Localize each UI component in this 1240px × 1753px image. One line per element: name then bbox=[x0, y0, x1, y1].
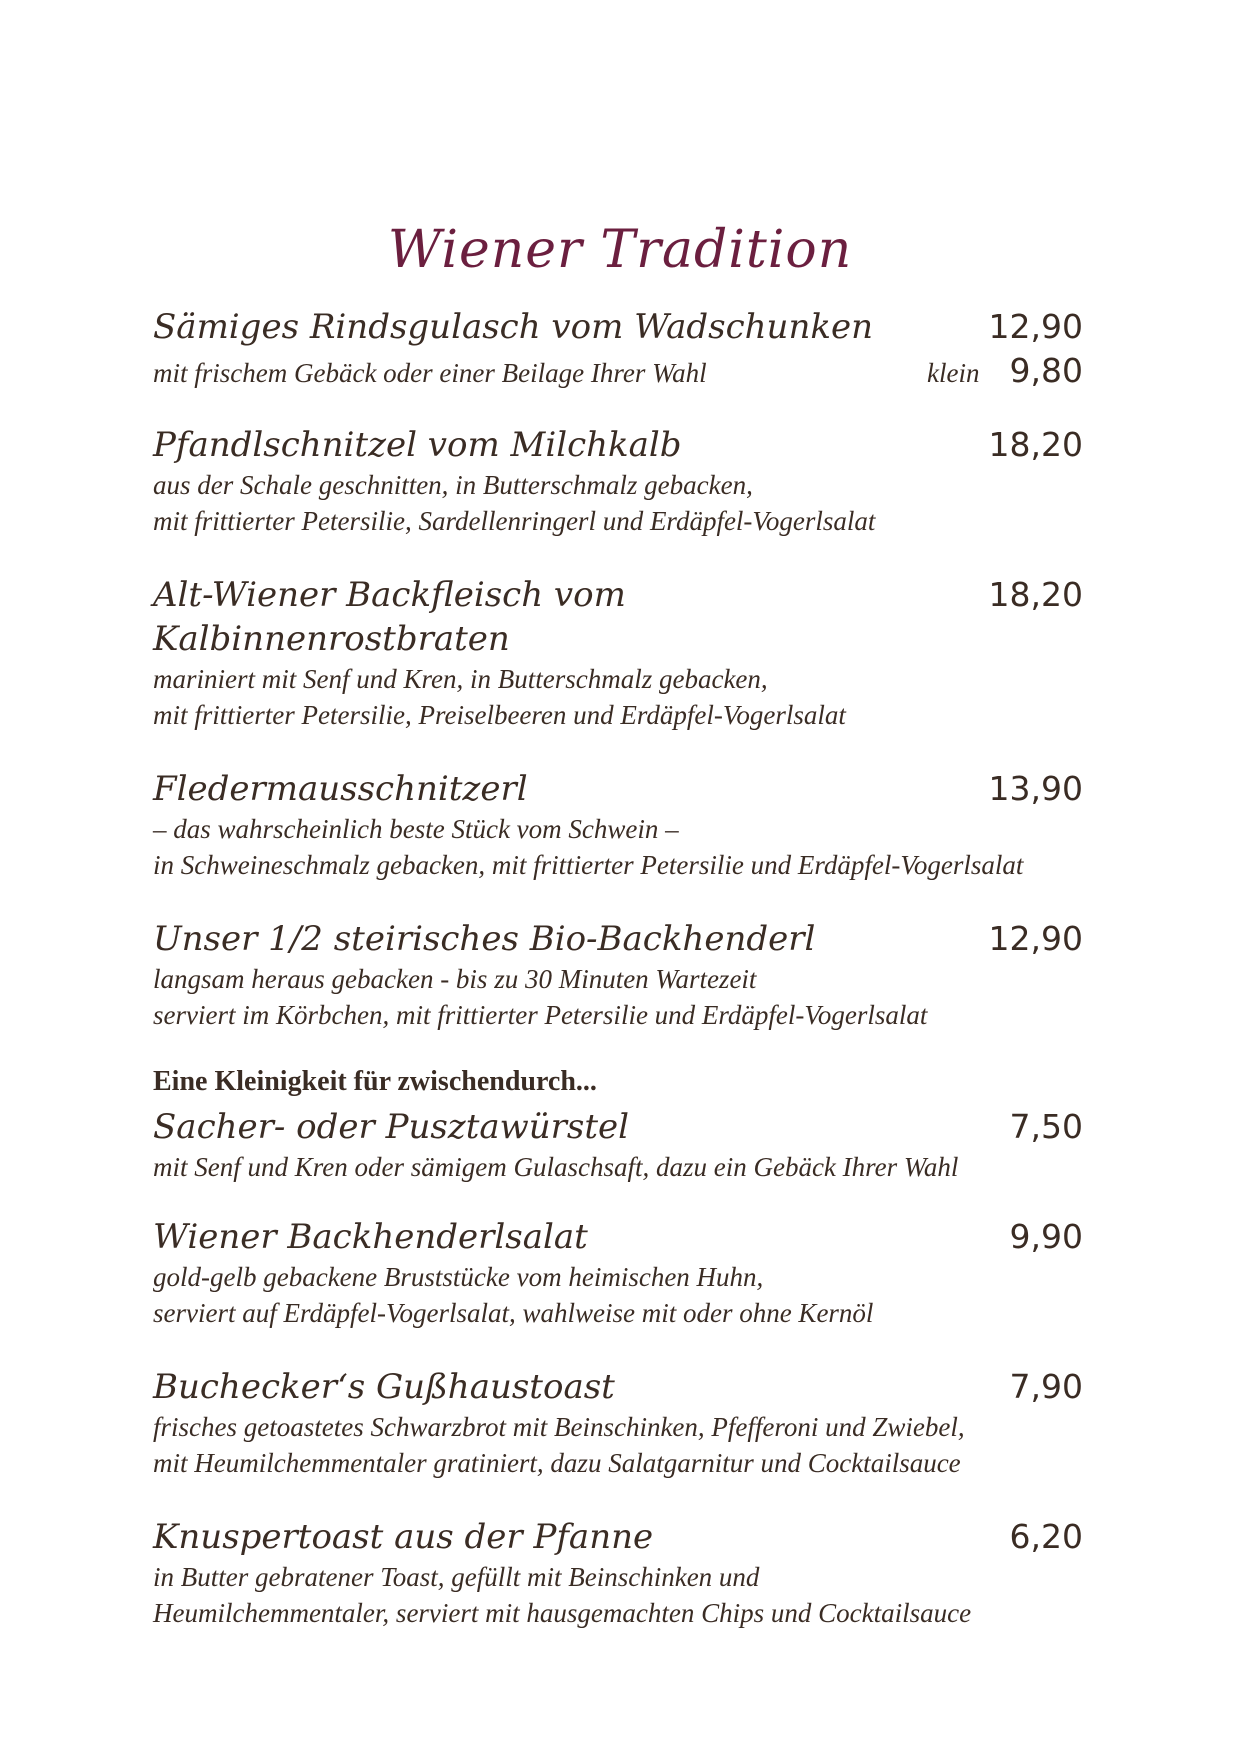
menu-item-header bbox=[153, 423, 1083, 467]
menu-item-name: Knuspertoast aus der Pfanne bbox=[153, 1517, 654, 1557]
menu-item-name: Sämiges Rindsgulasch vom Wadschunken bbox=[153, 307, 873, 347]
section-heading: Eine Kleinigkeit für zwischendurch... bbox=[153, 1066, 597, 1097]
menu-item bbox=[153, 1365, 1083, 1481]
menu-item-name: Sacher- oder Pusztawürstel bbox=[153, 1107, 630, 1147]
menu-item-description: mit Senf und Kren oder sämigem Gulaschsaft, dazu ein Gebäck Ihrer Wahl bbox=[153, 1152, 959, 1182]
menu-item bbox=[153, 305, 1083, 393]
small-portion-label: klein bbox=[927, 358, 980, 388]
menu-item-description: mit frischem Gebäck oder einer Beilage Ihrer Wahl bbox=[153, 358, 707, 388]
menu-item-header bbox=[153, 917, 1083, 961]
menu-item-name: Alt-Wiener Backfleisch vom Kalbinnenrostbraten bbox=[153, 575, 626, 659]
menu-item-description: mit Heumilchemmentaler gratiniert, dazu Salatgarnitur und Cocktailsauce bbox=[153, 1448, 961, 1478]
menu-item-price: 12,90 bbox=[988, 307, 1083, 346]
menu-item-description: gold-gelb gebackene Bruststücke vom heimischen Huhn, bbox=[153, 1262, 764, 1292]
menu-content bbox=[153, 305, 1083, 1665]
menu-item-header bbox=[153, 1105, 1083, 1149]
menu-item-price: 9,90 bbox=[1009, 1217, 1083, 1256]
menu-item bbox=[153, 767, 1083, 883]
small-portion bbox=[927, 349, 1083, 393]
menu-item-description: – das wahrscheinlich beste Stück vom Schwein – bbox=[153, 814, 679, 844]
menu-item-name: Pfandlschnitzel vom Milchkalb bbox=[153, 425, 682, 465]
menu-item-description: mit frittierter Petersilie, Sardellenringerl und Erdäpfel-Vogerlsalat bbox=[153, 506, 876, 536]
menu-item-description: mit frittierter Petersilie, Preiselbeeren und Erdäpfel-Vogerlsalat bbox=[153, 700, 846, 730]
menu-item bbox=[153, 917, 1083, 1033]
menu-item bbox=[153, 1215, 1083, 1331]
menu-item-description: frisches getoastetes Schwarzbrot mit Beinschinken, Pfefferoni und Zwiebel, bbox=[153, 1412, 965, 1442]
menu-item bbox=[153, 423, 1083, 539]
menu-item-name: Buchecker‘s Gußhaustoast bbox=[153, 1367, 615, 1407]
menu-item-description: in Schweineschmalz gebacken, mit frittierter Petersilie und Erdäpfel-Vogerlsalat bbox=[153, 850, 1024, 880]
menu-item bbox=[153, 573, 1083, 733]
menu-item-description: serviert im Körbchen, mit frittierter Petersilie und Erdäpfel-Vogerlsalat bbox=[153, 1000, 928, 1030]
menu-item-price: 18,20 bbox=[988, 575, 1083, 614]
menu-item-name: Unser 1/2 steirisches Bio-Backhenderl bbox=[153, 919, 816, 959]
menu-item-name: Fledermausschnitzerl bbox=[153, 769, 528, 809]
menu-item-description: langsam heraus gebacken - bis zu 30 Minuten Wartezeit bbox=[153, 964, 757, 994]
menu-item-price: 12,90 bbox=[988, 919, 1083, 958]
menu-item bbox=[153, 1105, 1083, 1185]
menu-item-description: aus der Schale geschnitten, in Butterschmalz gebacken, bbox=[153, 470, 753, 500]
menu-item-header bbox=[153, 1365, 1083, 1409]
menu-item-price: 18,20 bbox=[988, 425, 1083, 464]
menu-item-price: 13,90 bbox=[988, 769, 1083, 808]
menu-item-description: Heumilchemmentaler, serviert mit hausgemachten Chips und Cocktailsauce bbox=[153, 1598, 972, 1628]
menu-item-description: serviert auf Erdäpfel-Vogerlsalat, wahlweise mit oder ohne Kernöl bbox=[153, 1298, 874, 1328]
menu-item-description: in Butter gebratener Toast, gefüllt mit Beinschinken und bbox=[153, 1562, 760, 1592]
menu-item bbox=[153, 1515, 1083, 1631]
menu-item-price: 7,50 bbox=[1009, 1107, 1083, 1146]
menu-item-header bbox=[153, 1215, 1083, 1259]
menu-item-header bbox=[153, 305, 1083, 349]
menu-item-description: mariniert mit Senf und Kren, in Butterschmalz gebacken, bbox=[153, 664, 768, 694]
menu-item-price: 6,20 bbox=[1009, 1517, 1083, 1556]
menu-item-header bbox=[153, 1515, 1083, 1559]
menu-item-header bbox=[153, 767, 1083, 811]
menu-item-header bbox=[153, 573, 1083, 661]
menu-item-price: 7,90 bbox=[1009, 1367, 1083, 1406]
small-portion-price: 9,80 bbox=[1009, 351, 1083, 390]
menu-item-name: Wiener Backhenderlsalat bbox=[153, 1217, 588, 1257]
page-title: Wiener Tradition bbox=[387, 220, 853, 280]
menu-item-desc-row bbox=[153, 349, 1083, 393]
